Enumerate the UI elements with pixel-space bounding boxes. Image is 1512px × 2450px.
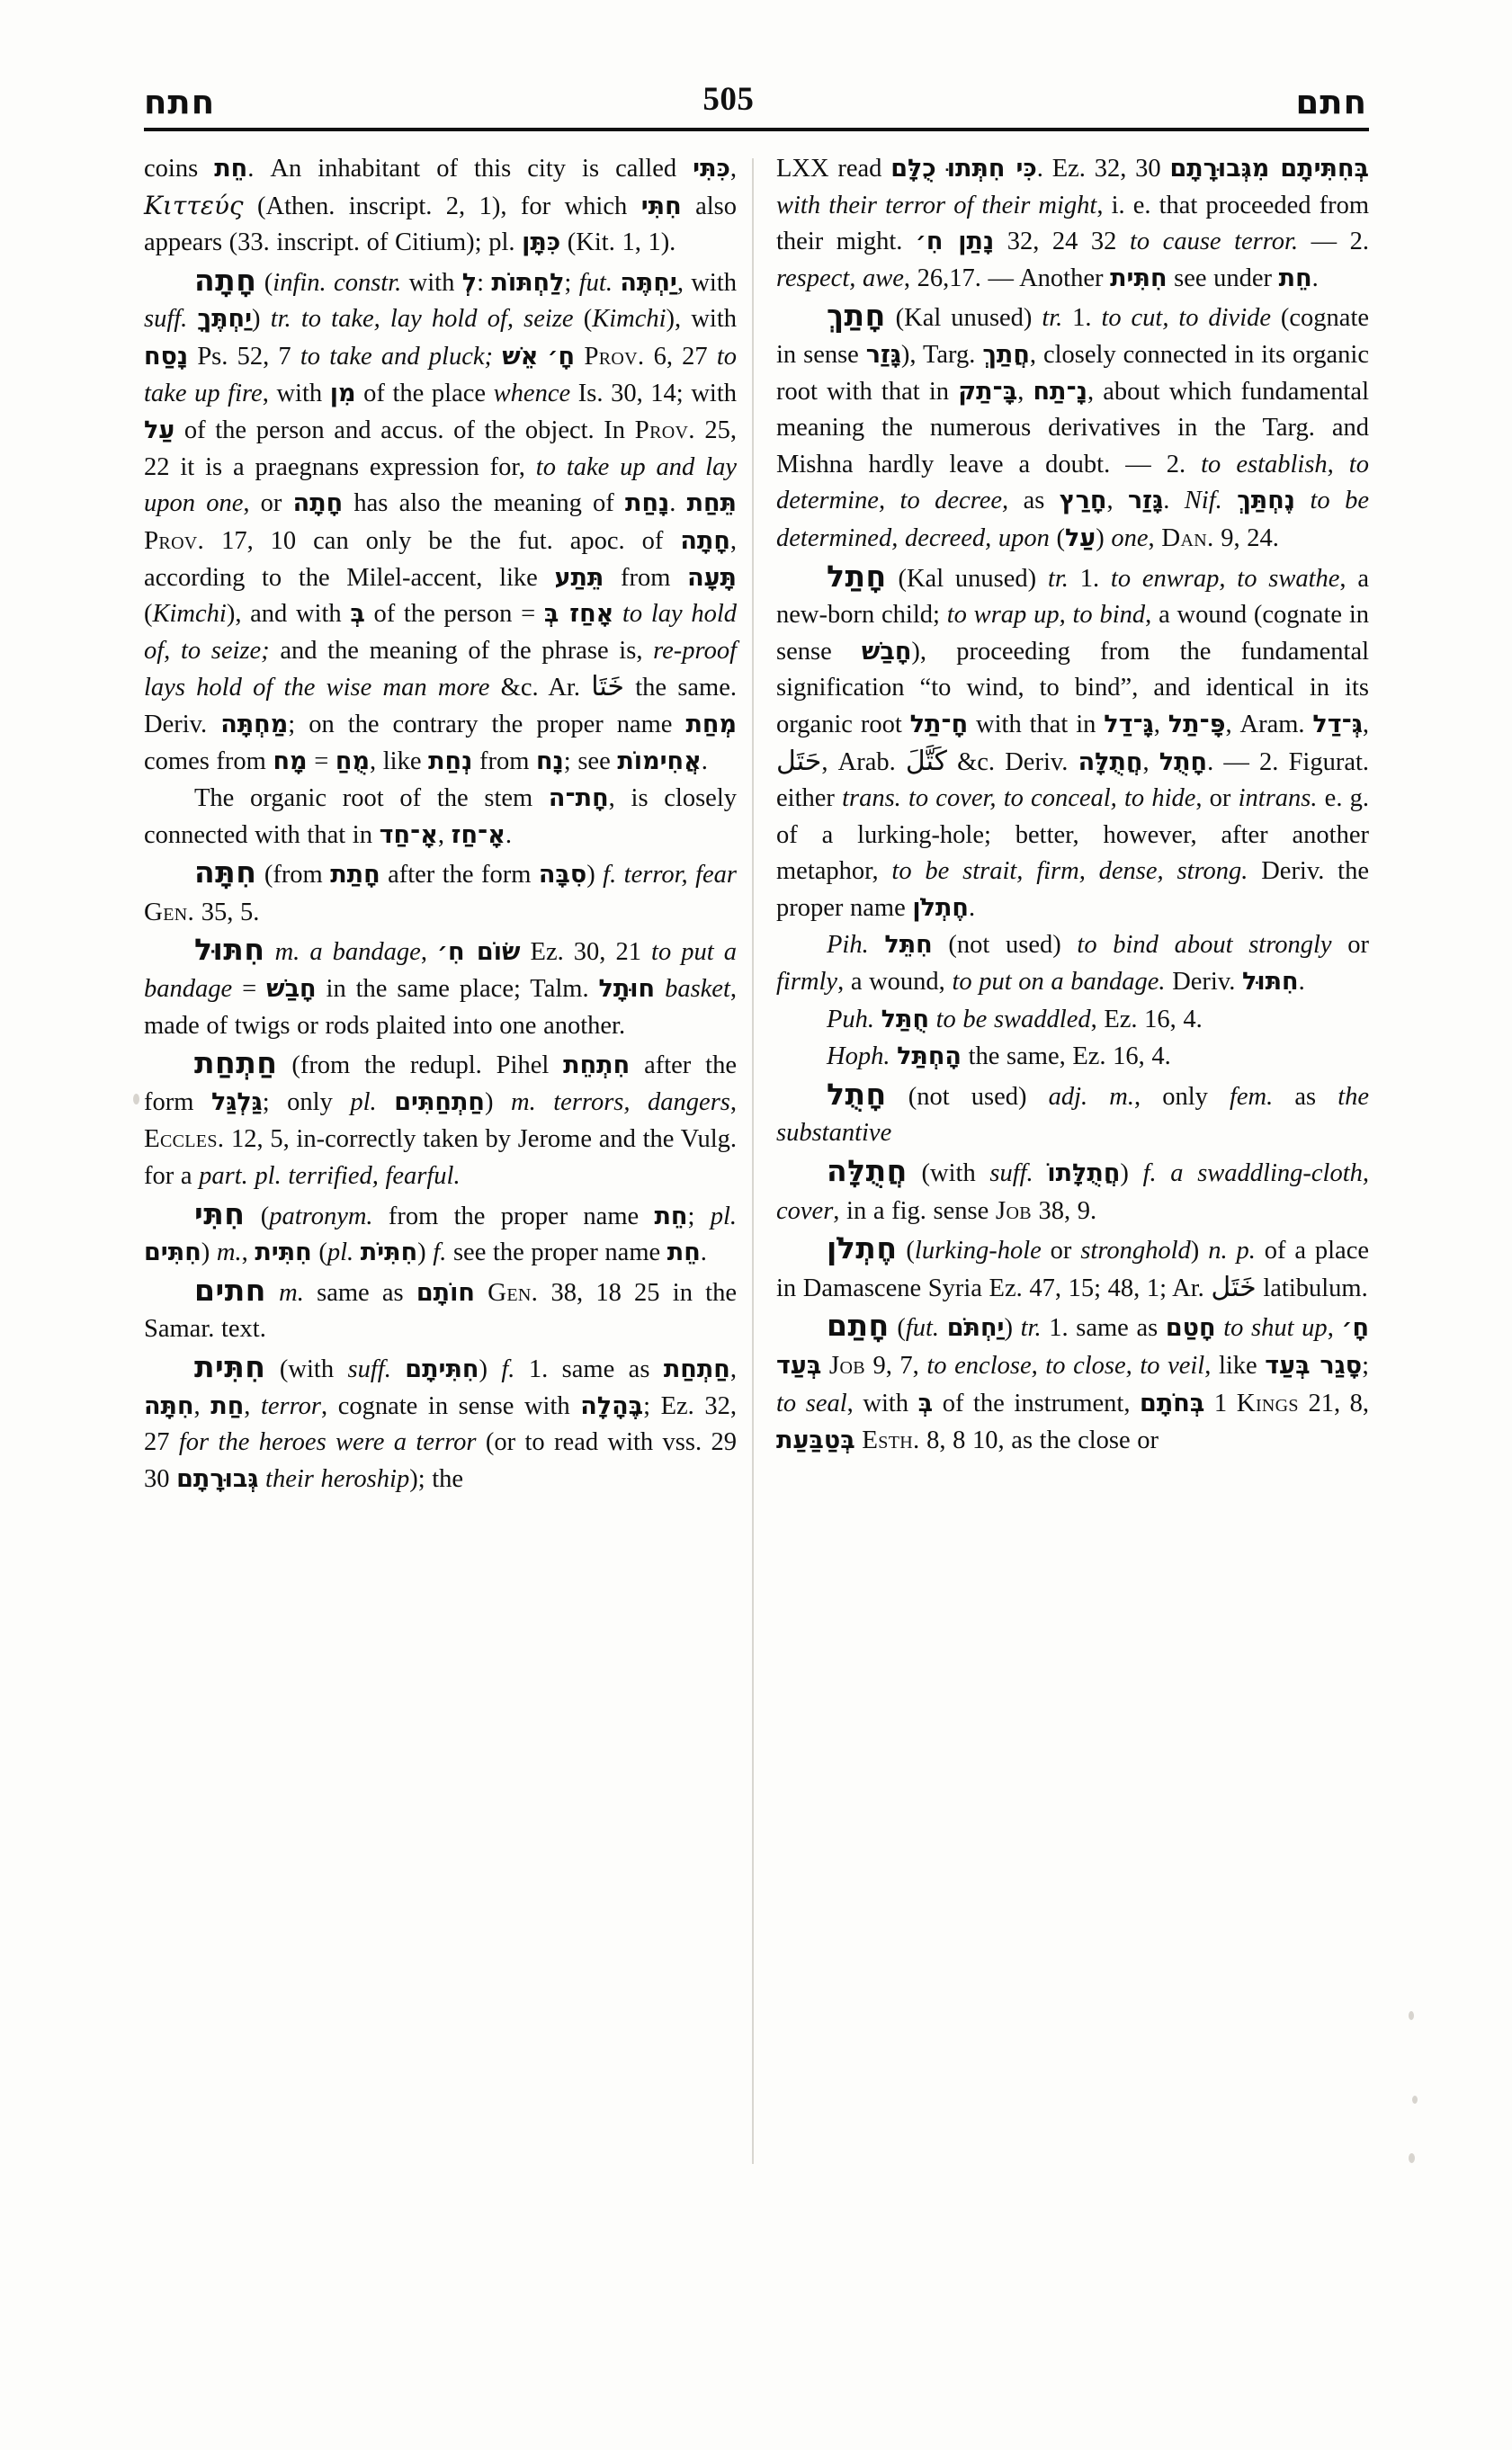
dictionary-entry-chittah: חִתָּה (from חָתַת after the form סִבָּה) f. terror, fear Gen. 35, 5. (144, 854, 738, 926)
dictionary-entry-chathchath: חַתְחַת (from the redupl. Pihel חִתְחֵת after the form גַּלְגַּל; only pl. חַתְחַתִּים) m. terrors, dangers, Eccles. 12, 5, in-correctly taken by Jerome and the Vulg. for a part. pl. terrified, fearful. (144, 1045, 737, 1191)
scan-speck (1412, 2096, 1418, 2104)
dictionary-entry-chittith-continuation: LXX read כִּי חִתְּתוּ כֻלָּם. Ez. 32, 30 בְּחִתִּיתָם מִגְּבוּרָתָם with their terror of their might, i. e. that proceeded from their might. נָתַן חִ׳ 32, 24 32 to cause terror. — 2. respect, awe, 26,17. — Another חִתִּית see under חֵת. (776, 155, 1370, 292)
dictionary-entry-chothim: חתים m. same as חוֹתָם Gen. 38, 18 25 in the Samar. text. (144, 1272, 737, 1344)
dictionary-entry-organic-root-note: The organic root of the stem חָת־ה, is closely connected with that in אָ־חַד, אָ־חַז. (144, 784, 737, 849)
columns-container (144, 151, 1369, 1498)
page-number: 505 (702, 81, 755, 118)
header-rule (144, 128, 1369, 131)
dictionary-entry-chathullah: חֲתֻלָּה (with suff. חֲתֻלָּתוֹ) f. a swaddling-cloth, cover, in a fig. sense Job 38, 9. (776, 1153, 1369, 1225)
left-column (144, 151, 737, 1498)
running-head-left-word: חתח (144, 83, 216, 121)
dictionary-entry-chatham: חָתַם (fut. יַחְתֹּם) tr. 1. same as חָטַם to shut up, חָ׳ בְּעַד Job 9, 7, to enclose, to close, to veil, like סָגַר בְּעַד; to seal, with בְּ of the instrument, בְּחֹתָם 1 Kings 21, 8, בְּטַבַּעַת Esth. 8, 8 10, as the close or (776, 1308, 1370, 1455)
dictionary-entry-chathak: חָתַךְ (Kal unused) tr. 1. to cut, to divide (cognate in sense גָּזַר), Targ. חֲתַךְ, closely connected in its organic root with that in בָּ־תַק, נָ־תַח, about which fundamental meaning the numerous derivatives in the Targ. and Mishna hardly leave a doubt. — 2. to establish, to determine, to decree, as חָרַץ, גָּזַר. Nif. נֶחְתַּךְ to be determined, decreed, upon (עַל) one, Dan. 9, 24. (776, 298, 1370, 552)
dictionary-entry-hoph: Hoph. הָחְתַּל the same, Ez. 16, 4. (827, 1042, 1171, 1071)
dictionary-entry-puh: Puh. חֻתַּל to be swaddled, Ez. 16, 4. (827, 1005, 1203, 1033)
dictionary-entry-chethlon: חֶתְלֹן (lurking-hole or stronghold) n. p. of a place in Damascene Syria Ez. 47, 15; 48, 1; Ar. خَتَل latibulum. (776, 1230, 1370, 1303)
running-head (144, 65, 1367, 119)
dictionary-entry-chittith: חִתִּית (with suff. חִתִּיתָם) f. 1. same as חַתְחַת, חִתָּה, חַת, terror, cognate in sense with בֶּהָלָה; Ez. 32, 27 for the heroes were a terror (or to read with vss. 29 30 גְּבוּרָתָם their heroship); the (144, 1349, 737, 1493)
running-head-right-word: חתם (1295, 83, 1367, 121)
dictionary-entry-chathul: חָתֻל (not used) adj. m., only fem. as the substantive (776, 1076, 1370, 1148)
dictionary-entry-chathal: חָתַל (Kal unused) tr. 1. to enwrap, to swathe, a new-born child; to wrap up, to bind, a wound (cognate in sense חָבַשׁ), proceeding from the fundamental signification “to wind, to bind”, and identical in its organic root חָ־תַל with that in גָּ־דַל, פָּ־תַל, Aram. גְּ־דַל, حَتَل, Arab. كَتَّلَ &c. Deriv. חֲתֻלָּה, חָתֻל. — 2. Figurat. either trans. to cover, to conceal, to hide, or intrans. e. g. of a lurking-hole; better, however, after another metaphor, to be strait, firm, dense, strong. Deriv. the proper name חֶתְלֹן. (776, 558, 1370, 922)
scan-speck (1409, 2011, 1414, 2020)
dictionary-entry-kitti-continuation: coins חֵת. An inhabitant of this city is called כִּתִּי, Κιττεύς (Athen. inscript. 2, 1), for which חִתִּי also appears (33. inscript. of Citium); pl. כִּתָּן (Kit. 1, 1). (144, 155, 737, 257)
dictionary-entry-chatha: חָתָה (infin. constr. with לְ: לַחְתּוֹת; fut. יַחְתֶּה, with suff. יַחְתֶּךָ) tr. to take, lay hold of, seize (Kimchi), with נָסַח Ps. 52, 7 to take and pluck; אֵשׁ חָ׳ Prov. 6, 27 to take up fire, with מִן of the place whence Is. 30, 14; with עַל of the person and accus. of the object. In Prov. 25, 22 it is a praegnans expression for, to take up and lay upon one, or חָתָה has also the meaning of נָחַת. תֵּחַת Prov. 17, 10 can only be the fut. apoc. of חָתָה, according to the Milel-accent, like תֵּתַע from תָּעָה (Kimchi), and with בְּ of the person = אָחַז בְּ to lay hold of, to seize; and the meaning of the phrase is, re-proof lays hold of the wise man more &c. Ar. خَتَا the same. Deriv. מַחְתָּה; on the contrary the proper name מְחַת comes from מָח = מֻחַ, like נְחַת from נָח; see אֲחִימוֹת. (144, 262, 738, 775)
right-column (776, 151, 1369, 1498)
dictionary-entry-chitti: חִתִּי (patronym. from the proper name חֵת; pl. חִתִּים) m., חִתִּית (pl. חִתִּיֹת) f. see the proper name חֵת. (144, 1195, 737, 1267)
scan-speck (1409, 2153, 1415, 2163)
dictionary-entry-chittul: חִתּוּל m. a bandage, שׂוֹם חִ׳ Ez. 30, 21 to put a bandage = חָבַשׁ in the same place; Talm. חוּתָל basket, made of twigs or rods plaited into one another. (144, 932, 738, 1040)
scan-speck (133, 1094, 139, 1104)
dictionary-entry-pih: Pih. חִתֵּל (not used) to bind about strongly or firmly, a wound, to put on a bandage. Deriv. חִתּוּל. (776, 931, 1370, 997)
